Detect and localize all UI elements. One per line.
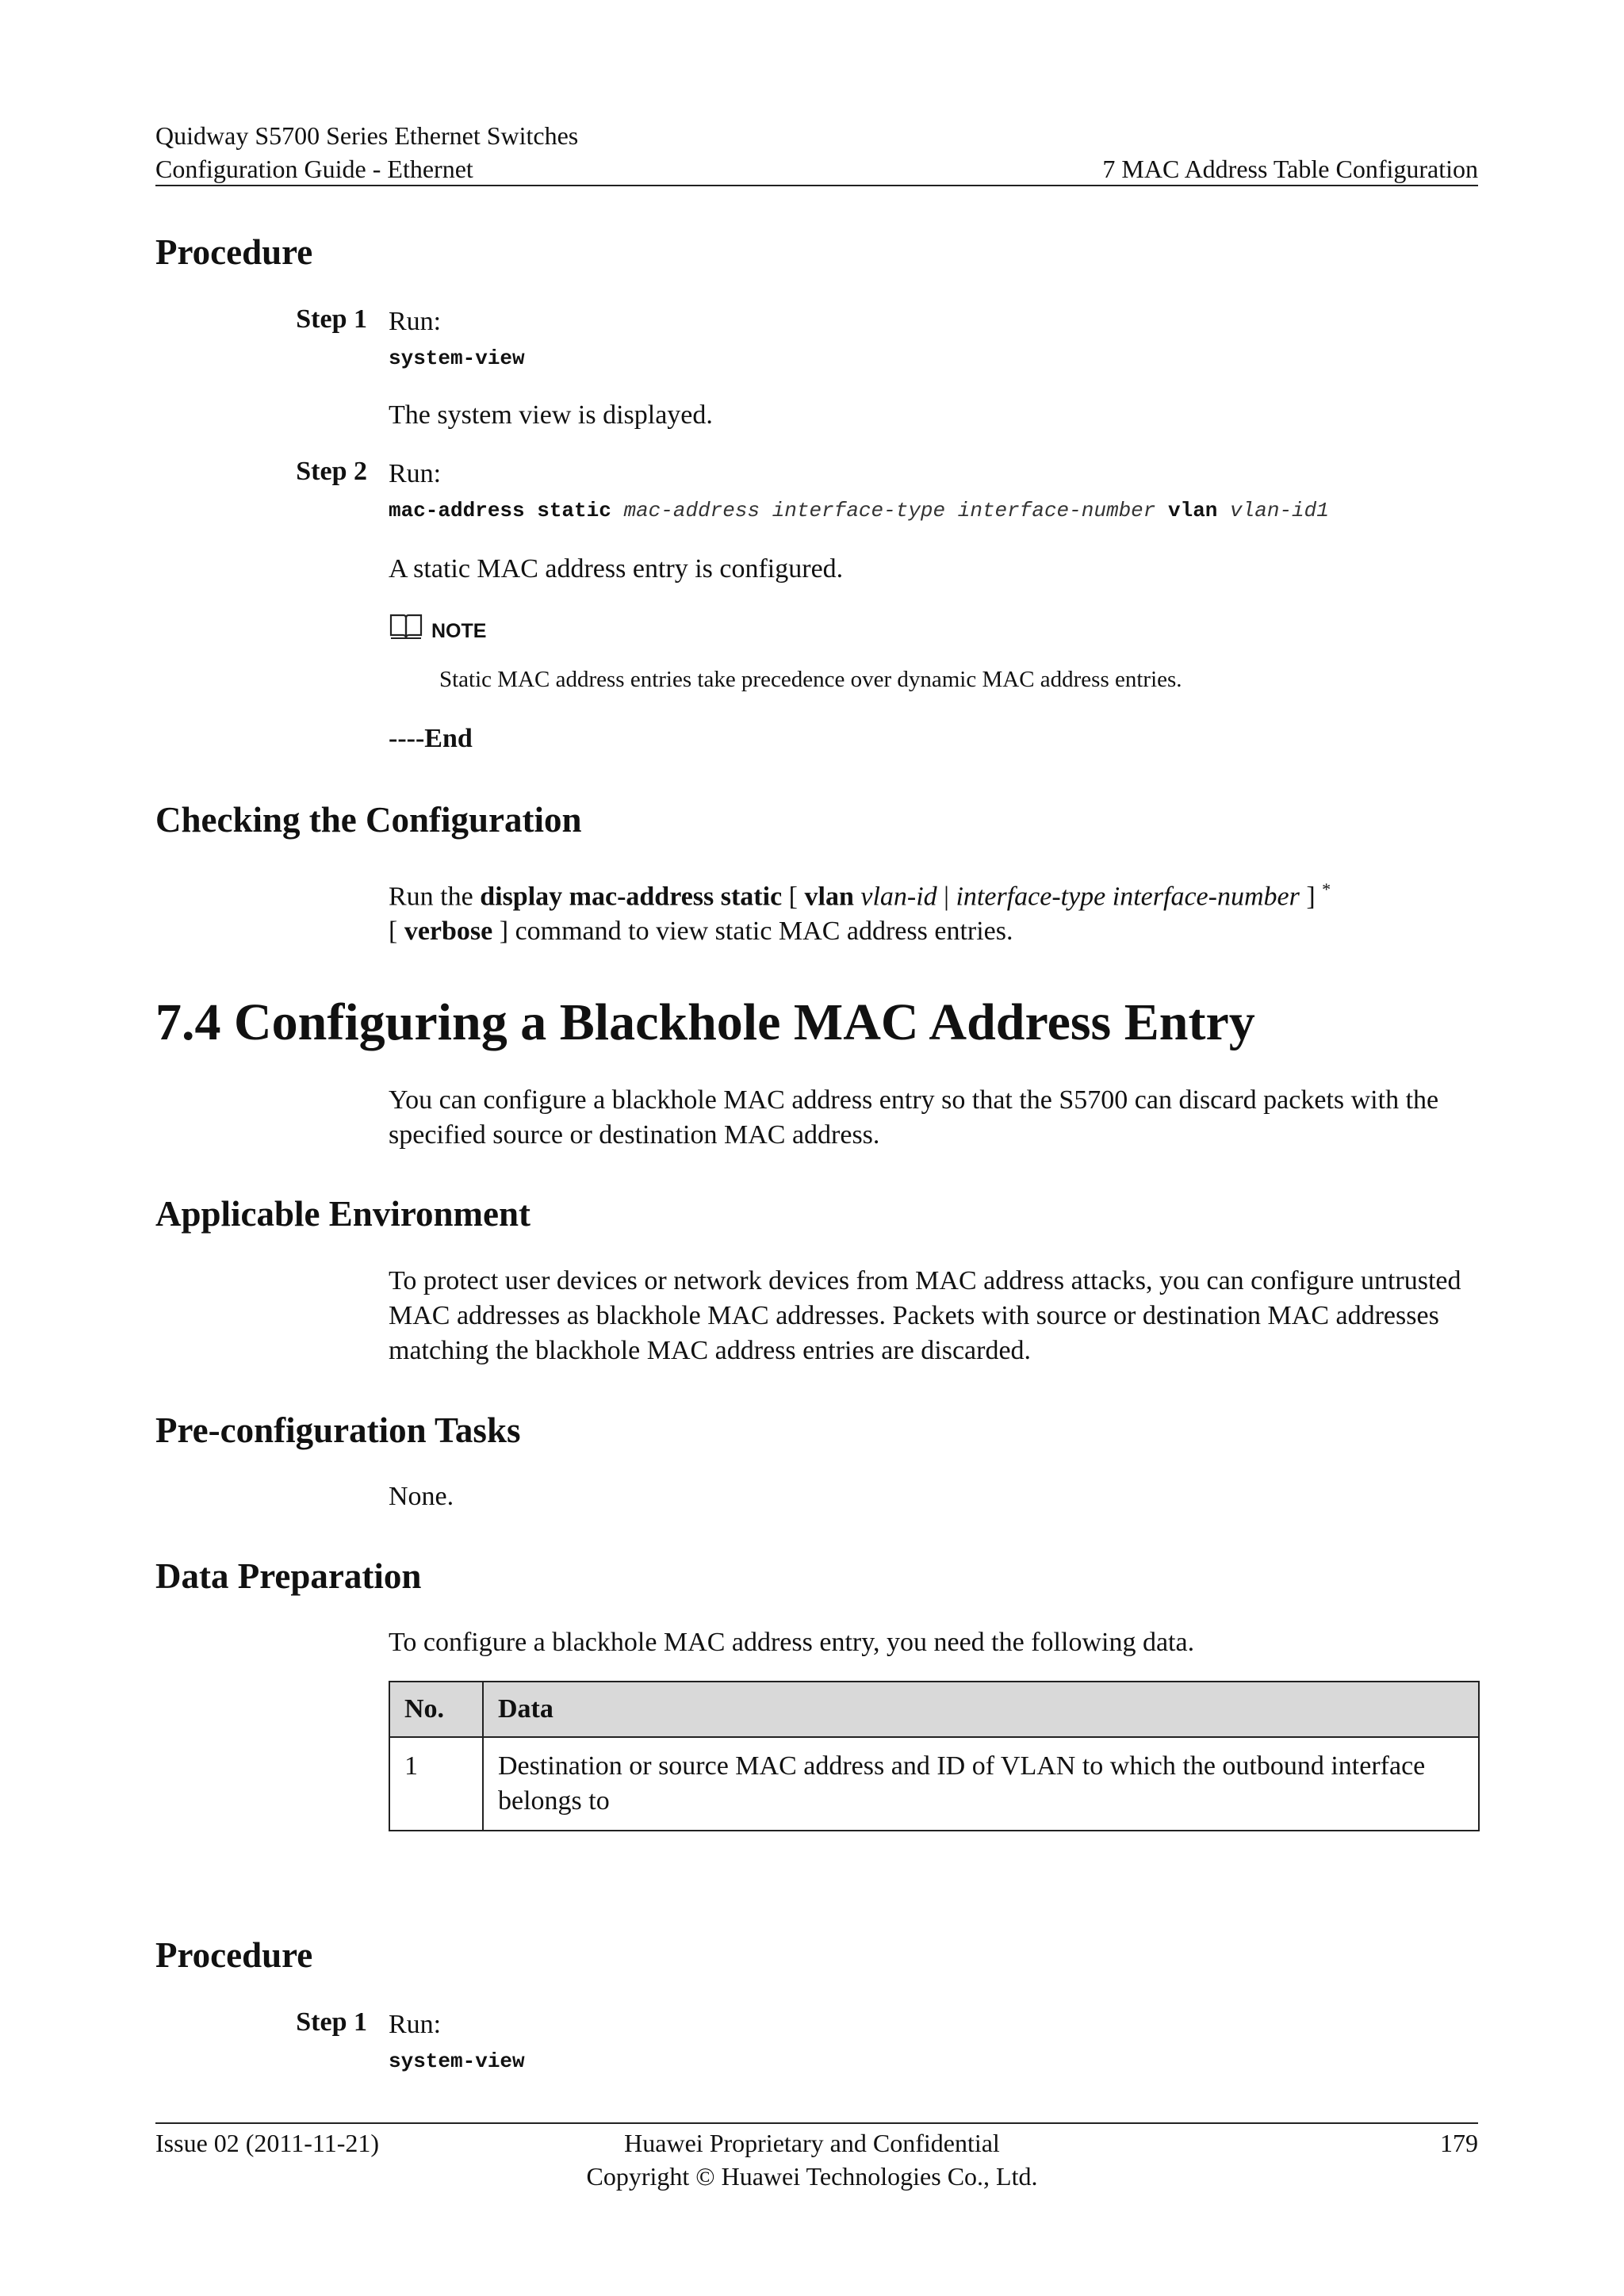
section-heading: Checking the Configuration — [155, 800, 582, 840]
note-label: NOTE — [431, 620, 487, 642]
table-row — [389, 1737, 1479, 1831]
step-label: Step 1 — [296, 304, 367, 334]
book-icon — [389, 612, 423, 645]
checking-paragraph: Run the display mac-address static [ vlan vlan-id | interface-type interface-number ] * [ verbose ] command to view static MAC address entries. — [389, 879, 1331, 947]
footer-rule — [155, 2122, 1478, 2124]
footer-confidential: Huawei Proprietary and Confidential — [624, 2129, 1000, 2157]
section-heading: Applicable Environment — [155, 1194, 530, 1234]
section-heading: Procedure — [155, 1935, 313, 1975]
preconfig-text: None. — [389, 1482, 454, 1511]
step-run: Run: — [389, 307, 442, 336]
command-text: system-view — [389, 2049, 525, 2073]
table-header-row — [389, 1682, 1479, 1737]
command-text: system-view — [389, 346, 525, 370]
table-cell: 1 — [389, 1737, 483, 1831]
header-guide: Configuration Guide - Ethernet — [155, 155, 473, 183]
footer-copyright: Copyright © Huawei Technologies Co., Ltd. — [586, 2162, 1038, 2191]
applicable-text: To protect user devices or network devices from MAC address attacks, you can configure untrusted MAC addresses as blackhole MAC addresses. Packets with source or destination MAC addresses matching the blackhole MAC address entries are discarded. — [389, 1266, 1461, 1365]
procedure-end: ----End — [389, 724, 473, 753]
footer-issue: Issue 02 (2011-11-21) — [155, 2129, 380, 2157]
note-text: Static MAC address entries take precedence over dynamic MAC address entries. — [439, 667, 1182, 692]
chapter-section-title: 7.4 Configuring a Blackhole MAC Address Entry — [155, 993, 1255, 1051]
step-description: A static MAC address entry is configured. — [389, 554, 844, 584]
header-chapter: 7 MAC Address Table Configuration — [1102, 155, 1478, 183]
step-description: The system view is displayed. — [389, 400, 713, 430]
header-rule — [155, 185, 1478, 186]
column-header: Data — [483, 1682, 1479, 1737]
step-run: Run: — [389, 459, 442, 488]
section-heading: Procedure — [155, 232, 313, 272]
command-text: mac-address static mac-address interface-type interface-number vlan vlan-id1 — [389, 499, 1329, 522]
column-header: No. — [389, 1682, 483, 1737]
page-number: 179 — [1440, 2129, 1478, 2157]
table-cell: Destination or source MAC address and ID of VLAN to which the outbound interface belongs to — [483, 1737, 1479, 1831]
section-heading: Pre-configuration Tasks — [155, 1410, 521, 1450]
section-intro: You can configure a blackhole MAC address entry so that the S5700 can discard packets with the specified source or destination MAC address. — [389, 1085, 1439, 1150]
dataprep-text: To configure a blackhole MAC address entry, you need the following data. — [389, 1628, 1195, 1657]
step-run: Run: — [389, 2010, 442, 2039]
section-heading: Data Preparation — [155, 1556, 422, 1596]
header-product: Quidway S5700 Series Ethernet Switches — [155, 121, 579, 150]
step-label: Step 2 — [296, 457, 367, 486]
data-table — [389, 1681, 1480, 1831]
step-label: Step 1 — [296, 2007, 367, 2037]
